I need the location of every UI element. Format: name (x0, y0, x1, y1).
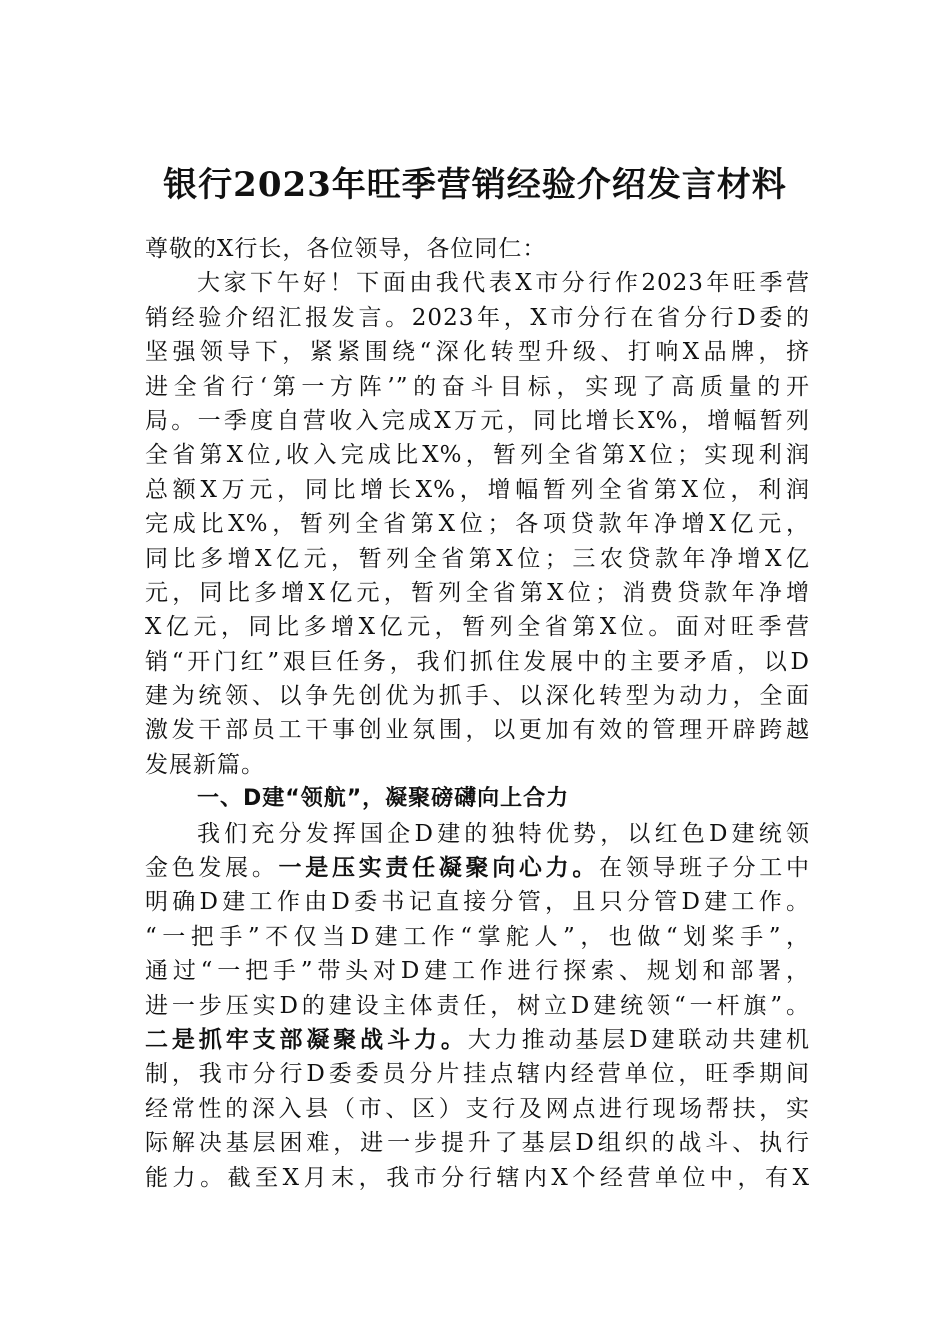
paragraph-line: 局。一季度自营收入完成X万元，同比增长X%，增幅暂列 (145, 407, 810, 434)
paragraph-line: 明确D建工作由D委书记直接分管，且只分管D建工作。 (145, 889, 810, 916)
paragraph-line: 发展新篇。 (145, 751, 265, 778)
paragraph-line: 进一步压实D的建设主体责任，树立D建统领“一杆旗”。 (145, 992, 810, 1019)
paragraph-line: 总额X万元，同比增长X%，增幅暂列全省第X位，利润 (145, 476, 810, 503)
bold-run: 二是抓牢支部凝聚战斗力。 (145, 1025, 468, 1053)
document-body (145, 232, 810, 1195)
plain-run: 在领导班子分工中 (599, 855, 811, 882)
plain-run: 大力推动基层D建联动共建机 (467, 1026, 810, 1053)
paragraph-line: 销经验介绍汇报发言。2023年，X市分行在省分行D委的 (145, 304, 810, 331)
paragraph-line: 能力。截至X月末，我市分行辖内X个经营单位中，有X (145, 1164, 810, 1191)
paragraph-line: 际解决基层困难，进一步提升了基层D组织的战斗、执行 (145, 1130, 810, 1157)
paragraph-line: 进全省行‘第一方阵’”的奋斗目标，实现了高质量的开 (145, 373, 810, 400)
document-title: 银行2023年旺季营销经验介绍发言材料 (163, 165, 787, 205)
paragraph-line: 制，我市分行D委委员分片挂点辖内经营单位，旺季期间 (145, 1061, 810, 1088)
paragraph-line: 同比多增X亿元，暂列全省第X位；三农贷款年净增X亿 (145, 545, 810, 572)
paragraph-line: 我们充分发挥国企D建的独特优势，以红色D建统领 (197, 820, 810, 847)
paragraph-line: 激发干部员工干事创业氛围，以更加有效的管理开辟跨越 (145, 717, 810, 744)
salutation-line: 尊敬的X行长，各位领导，各位同仁： (145, 236, 547, 262)
paragraph-line: 坚强领导下，紧紧围绕“深化转型升级、打响X品牌，挤 (145, 339, 810, 366)
paragraph-line-mixed (145, 851, 810, 885)
paragraph-line: 完成比X%，暂列全省第X位；各项贷款年净增X亿元， (145, 511, 810, 538)
paragraph-line: 建为统领、以争先创优为抓手、以深化转型为动力，全面 (145, 683, 810, 710)
section-heading: 一、D建“领航”，凝聚磅礴向上合力 (197, 786, 570, 812)
paragraph-line-mixed (145, 1023, 810, 1057)
paragraph-line: X亿元，同比多增X亿元，暂列全省第X位。面对旺季营 (145, 614, 810, 641)
paragraph-line: 销“开门红”艰巨任务，我们抓住发展中的主要矛盾，以D (145, 648, 810, 675)
paragraph-line: 大家下午好！下面由我代表X市分行作2023年旺季营 (197, 270, 810, 297)
bold-run: 一是压实责任凝聚向心力。 (278, 854, 600, 882)
paragraph-line: 元，同比多增X亿元，暂列全省第X位；消费贷款年净增 (145, 579, 810, 606)
plain-run: 金色发展。 (145, 855, 279, 882)
paragraph-line: “一把手”不仅当D建工作“掌舵人”，也做“划桨手”， (145, 923, 810, 950)
paragraph-line: 通过“一把手”带头对D建工作进行探索、规划和部署， (145, 958, 810, 985)
paragraph-line: 全省第X位,收入完成比X%，暂列全省第X位；实现利润 (145, 442, 810, 469)
paragraph-line: 经常性的深入县（市、区）支行及网点进行现场帮扶，实 (145, 1095, 810, 1122)
